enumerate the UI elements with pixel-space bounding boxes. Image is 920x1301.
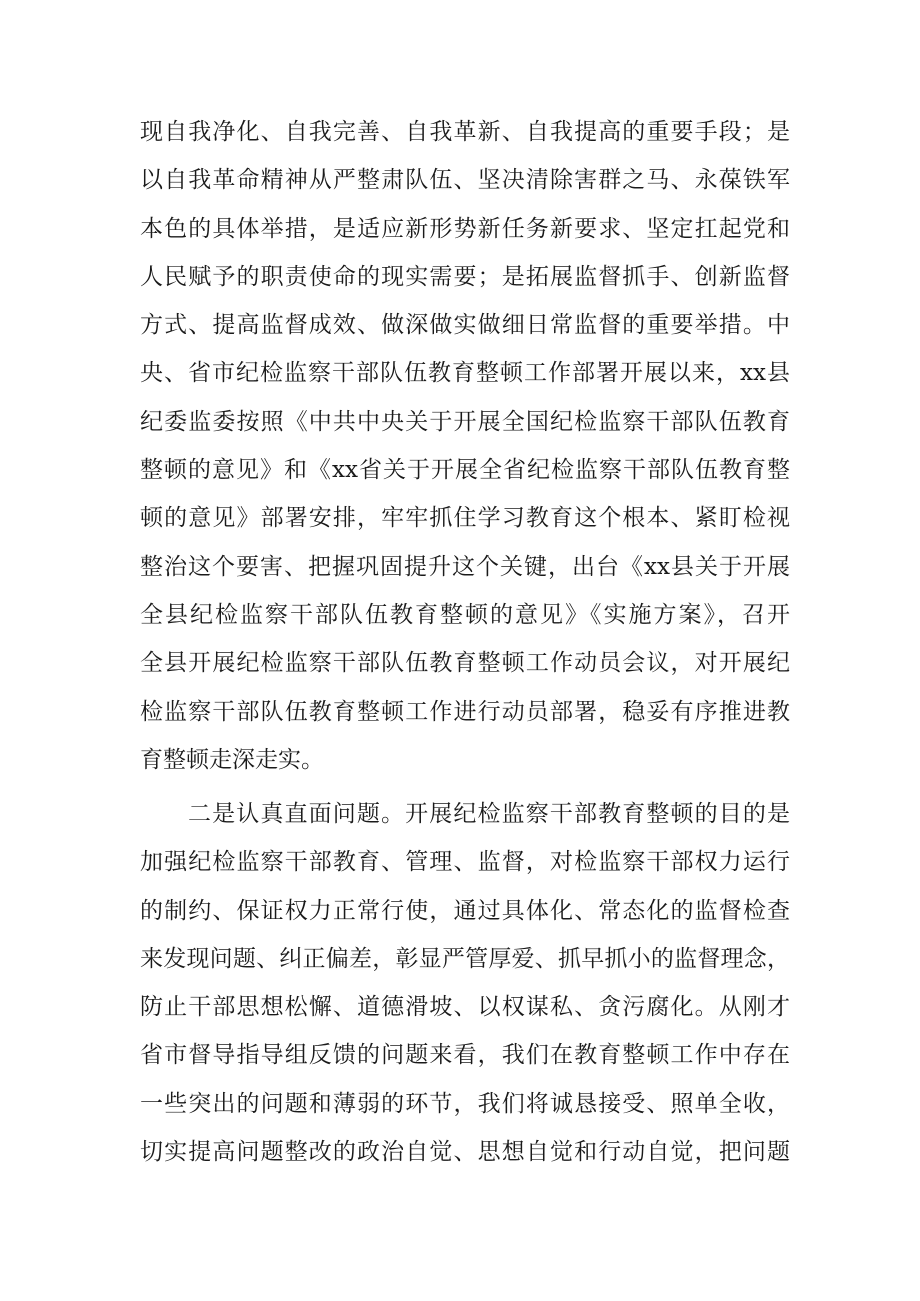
paragraph-line: 以自我革命精神从严整肃队伍、坚决清除害群之马、永葆铁军 <box>140 167 790 194</box>
paragraph-line: 顿的意见》部署安排，牢牢抓住学习教育这个根本、紧盯检视 <box>140 505 790 532</box>
paragraph-line: 防止干部思想松懈、道德滑坡、以权谋私、贪污腐化。从刚才 <box>140 994 790 1021</box>
paragraph-line: 人民赋予的职责使命的现实需要；是拓展监督抓手、创新监督 <box>140 263 790 290</box>
paragraph-line: 全县开展纪检监察干部队伍教育整顿工作动员会议，对开展纪 <box>140 650 790 677</box>
paragraph-line: 央、省市纪检监察干部队伍教育整顿工作部署开展以来，xx县 <box>140 360 790 387</box>
paragraph-line: 来发现问题、纠正偏差，彰显严管厚爱、抓早抓小的监督理念， <box>140 945 790 972</box>
paragraph-line: 育整顿走深走实。 <box>140 746 324 773</box>
paragraph-line: 纪委监委按照《中共中央关于开展全国纪检监察干部队伍教育 <box>140 408 790 435</box>
paragraph-line: 检监察干部队伍教育整顿工作进行动员部署，稳妥有序推进教 <box>140 698 790 725</box>
paragraph-line: 二是认真直面问题。开展纪检监察干部教育整顿的目的是 <box>188 801 790 827</box>
paragraph-line: 现自我净化、自我完善、自我革新、自我提高的重要手段；是 <box>140 119 790 145</box>
paragraph-line: 方式、提高监督成效、做深做实做细日常监督的重要举措。中 <box>140 312 790 339</box>
paragraph-line: 的制约、保证权力正常行使，通过具体化、常态化的监督检查 <box>140 897 790 924</box>
paragraph-line: 一些突出的问题和薄弱的环节，我们将诚恳接受、照单全收， <box>140 1090 790 1117</box>
paragraph-line: 切实提高问题整改的政治自觉、思想自觉和行动自觉，把问题 <box>140 1139 790 1166</box>
paragraph-line: 整顿的意见》和《xx省关于开展全省纪检监察干部队伍教育整 <box>140 457 790 484</box>
paragraph-1 <box>140 108 790 784</box>
paragraph-2 <box>140 790 790 1176</box>
paragraph-line: 加强纪检监察干部教育、管理、监督，对检监察干部权力运行 <box>140 849 790 876</box>
paragraph-line: 本色的具体举措，是适应新形势新任务新要求、坚定扛起党和 <box>140 215 790 242</box>
paragraph-line: 整治这个要害、把握巩固提升这个关键，出台《xx县关于开展 <box>140 553 790 580</box>
paragraph-line: 省市督导指导组反馈的问题来看，我们在教育整顿工作中存在 <box>140 1042 790 1069</box>
paragraph-line: 全县纪检监察干部队伍教育整顿的意见》《实施方案》，召开 <box>140 601 790 628</box>
